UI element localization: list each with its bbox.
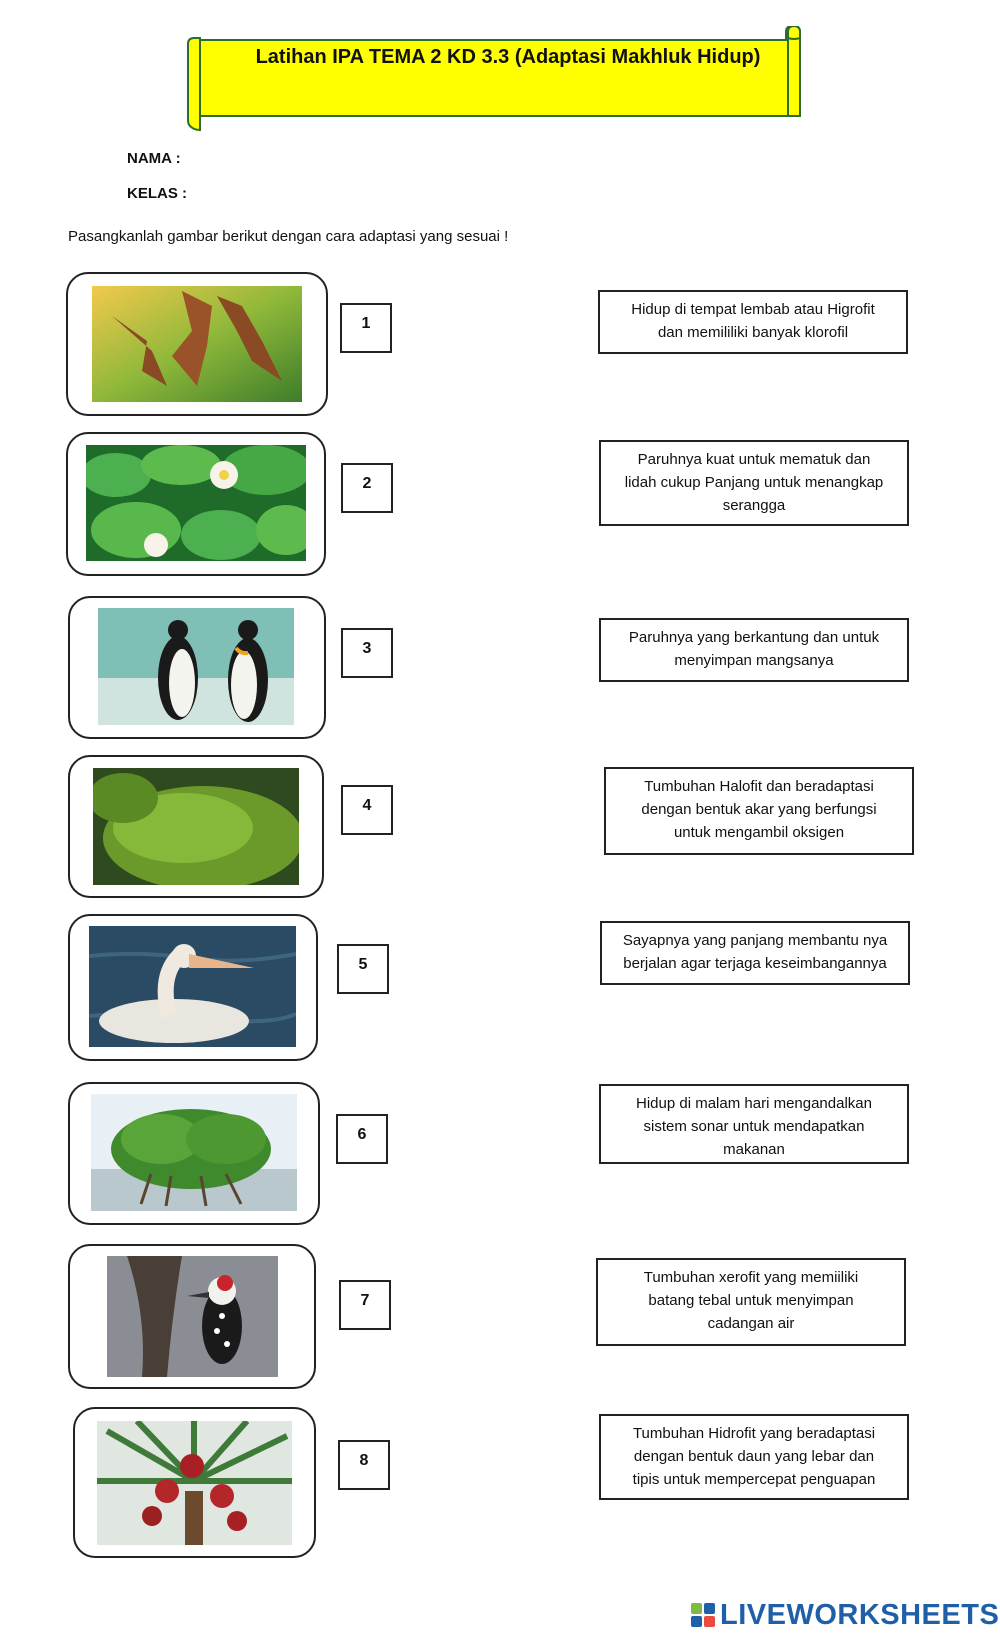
name-label: NAMA : bbox=[127, 150, 181, 167]
date-palm-image bbox=[97, 1421, 292, 1545]
number-box-2: 2 bbox=[341, 463, 393, 513]
instruction-text: Pasangkanlah gambar berikut dengan cara adaptasi yang sesuai ! bbox=[68, 228, 509, 245]
title-banner bbox=[186, 26, 826, 132]
scroll-banner-shape bbox=[186, 26, 826, 132]
number-box-3: 3 bbox=[341, 628, 393, 678]
number-box-5: 5 bbox=[337, 944, 389, 994]
number-box-4: 4 bbox=[341, 785, 393, 835]
mossy-rock-image bbox=[93, 768, 299, 885]
number-box-7: 7 bbox=[339, 1280, 391, 1330]
logo-text: LIVEWORKSHEETS bbox=[720, 1598, 1000, 1631]
number-box-6: 6 bbox=[336, 1114, 388, 1164]
description-box-8: Tumbuhan Hidrofit yang beradaptasi dengan bentuk daun yang lebar dan tipis untuk mempercepat penguapan bbox=[599, 1414, 909, 1500]
pelican-image bbox=[89, 926, 296, 1047]
woodpecker-image bbox=[107, 1256, 278, 1377]
penguins-image bbox=[98, 608, 294, 725]
description-box-3: Paruhnya yang berkantung dan untuk menyimpan mangsanya bbox=[599, 618, 909, 682]
description-box-2: Paruhnya kuat untuk mematuk dan lidah cukup Panjang untuk menangkap serangga bbox=[599, 440, 909, 526]
liveworksheets-logo bbox=[690, 1597, 999, 1633]
page-title: Latihan IPA TEMA 2 KD 3.3 (Adaptasi Makhluk Hidup) bbox=[255, 46, 761, 68]
mangrove-image bbox=[91, 1094, 297, 1211]
bats-image bbox=[92, 286, 302, 402]
water-lily-image bbox=[86, 445, 306, 561]
number-box-8: 8 bbox=[338, 1440, 390, 1490]
description-box-5: Sayapnya yang panjang membantu nya berjalan agar terjaga keseimbangannya bbox=[600, 921, 910, 985]
number-box-1: 1 bbox=[340, 303, 392, 353]
description-box-6: Hidup di malam hari mengandalkan sistem sonar untuk mendapatkan makanan bbox=[599, 1084, 909, 1164]
description-box-4: Tumbuhan Halofit dan beradaptasi dengan bentuk akar yang berfungsi untuk mengambil oksigen bbox=[604, 767, 914, 855]
class-label: KELAS : bbox=[127, 185, 187, 202]
description-box-1: Hidup di tempat lembab atau Higrofit dan memililiki banyak klorofil bbox=[598, 290, 908, 354]
description-box-7: Tumbuhan xerofit yang memiiliki batang tebal untuk menyimpan cadangan air bbox=[596, 1258, 906, 1346]
logo-grid-icon bbox=[690, 1602, 716, 1628]
